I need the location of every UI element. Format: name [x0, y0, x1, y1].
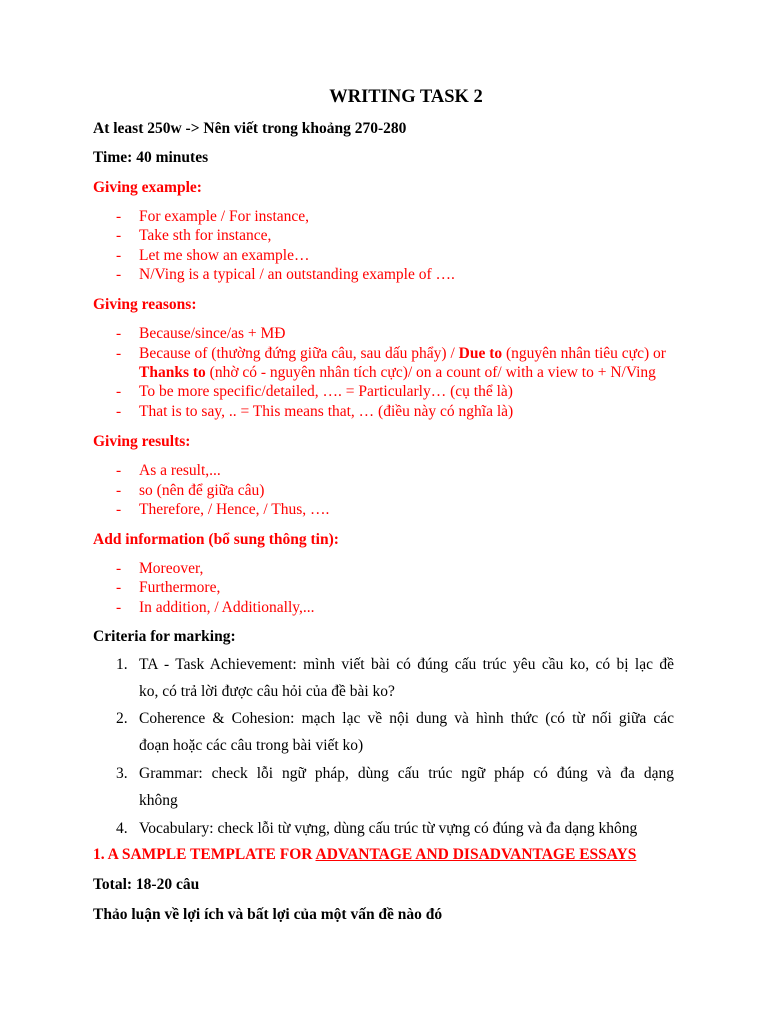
criteria-item-coherence: Coherence & Cohesion: mạch lạc về nội dung và hình thức (có từ nối giữa các [139, 710, 674, 727]
criteria-number: 1. [116, 656, 128, 673]
list-item: That is to say, .. = This means that, … (điều này có nghĩa là) [139, 403, 514, 420]
list-item-text: Because of (thường đứng giữa câu, sau dấu phẩy) / [139, 345, 459, 362]
criteria-number: 3. [116, 765, 128, 782]
total-note: Total: 18-20 câu [93, 876, 200, 893]
list-marker: - [116, 383, 122, 400]
criteria-item-ta-cont: ko, có trả lời được câu hỏi của đề bài ko? [139, 683, 395, 700]
giving-example-heading: Giving example: [93, 179, 202, 196]
criteria-item-coherence-cont: đoạn hoặc các câu trong bài viết ko) [139, 737, 364, 754]
criteria-item-grammar: Grammar: check lỗi ngữ pháp, dùng cấu trúc ngữ pháp có đúng và đa dạng [139, 765, 674, 782]
list-marker: - [116, 482, 122, 499]
list-marker: - [116, 208, 122, 225]
list-marker: - [116, 325, 122, 342]
list-item: Take sth for instance, [139, 227, 272, 244]
list-marker: - [116, 560, 122, 577]
emphasis-thanks-to: Thanks to [139, 364, 206, 381]
list-item: Let me show an example… [139, 247, 310, 264]
list-item: As a result,... [139, 462, 221, 479]
criteria-item-vocabulary: Vocabulary: check lỗi từ vựng, dùng cấu trúc từ vựng có đúng và đa dạng không [139, 820, 638, 837]
criteria-number: 4. [116, 820, 128, 837]
list-marker: - [116, 462, 122, 479]
section-heading [93, 845, 636, 865]
page-title: WRITING TASK 2 [329, 87, 483, 107]
list-marker: - [116, 599, 122, 616]
list-item-continuation [139, 363, 656, 383]
giving-reasons-heading: Giving reasons: [93, 296, 197, 313]
list-item-text: (nguyên nhân tiêu cực) or [502, 345, 666, 362]
list-marker: - [116, 247, 122, 264]
list-item [139, 344, 666, 364]
list-item: Furthermore, [139, 579, 221, 596]
emphasis-due-to: Due to [458, 345, 503, 362]
list-item: Moreover, [139, 560, 204, 577]
list-item: Because/since/as + MĐ [139, 325, 286, 342]
add-information-heading: Add information (bổ sung thông tin): [93, 531, 339, 548]
criteria-item-grammar-cont: không [139, 792, 178, 809]
length-note: At least 250w -> Nên viết trong khoảng 270-280 [93, 120, 407, 137]
list-item: N/Ving is a typical / an outstanding example of …. [139, 266, 455, 283]
section-heading-underlined: ADVANTAGE AND DISADVANTAGE ESSAYS [315, 846, 637, 863]
list-item: For example / For instance, [139, 208, 310, 225]
giving-results-heading: Giving results: [93, 433, 191, 450]
list-marker: - [116, 403, 122, 420]
list-marker: - [116, 345, 122, 362]
list-marker: - [116, 501, 122, 518]
list-item: To be more specific/detailed, …. = Particularly… (cụ thể là) [139, 383, 513, 400]
section-heading-prefix: 1. A SAMPLE TEMPLATE FOR [93, 846, 316, 863]
list-marker: - [116, 579, 122, 596]
criteria-number: 2. [116, 710, 128, 727]
list-item: In addition, / Additionally,... [139, 599, 315, 616]
discussion-note: Thảo luận về lợi ích và bất lợi của một vấn đề nào đó [93, 906, 443, 923]
criteria-heading: Criteria for marking: [93, 628, 236, 645]
list-item: so (nên để giữa câu) [139, 482, 265, 499]
list-item-text: (nhờ có - nguyên nhân tích cực)/ on a count of/ with a view to + N/Ving [205, 364, 656, 381]
time-note: Time: 40 minutes [93, 149, 209, 166]
list-item: Therefore, / Hence, / Thus, …. [139, 501, 330, 518]
criteria-item-ta: TA - Task Achievement: mình viết bài có đúng cấu trúc yêu cầu ko, có bị lạc đề [139, 656, 674, 673]
list-marker: - [116, 266, 122, 283]
list-marker: - [116, 227, 122, 244]
